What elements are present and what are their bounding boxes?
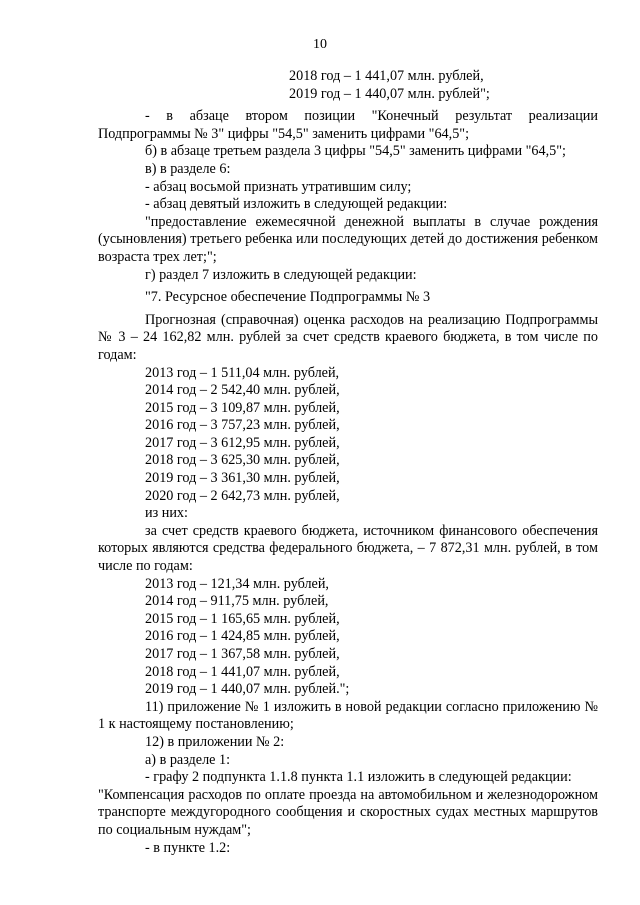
para-g: г) раздел 7 изложить в следующей редакции: [145, 266, 417, 283]
year-line: 2018 год – 1 441,07 млн. рублей, [145, 663, 340, 680]
section-heading: "7. Ресурсное обеспечение Подпрограммы № 3 [145, 289, 431, 306]
para-a: - в абзаце втором позиции "Конечный результат реализации Подпрограммы № 3" цифры "54,5" заменить цифрами "64,5"; [98, 108, 598, 142]
para-11: 11) приложение № 1 изложить в новой редакции согласно приложению № 1 к настоящему постановлению; [98, 698, 598, 733]
para-12a2: - в пункте 1.2: [145, 839, 231, 856]
years-federal-list [98, 576, 598, 699]
year-line: 2019 год – 1 440,07 млн. рублей."; [145, 681, 350, 698]
quote-2: "Компенсация расходов по оплате проезда на автомобильном и железнодорожном транспорте междугородного сообщения и скоростных судах местных маршрутов по социальным нуждам"; [98, 786, 598, 838]
top-line-2019: 2019 год – 1 440,07 млн. рублей"; [289, 85, 490, 102]
year-line: 2013 год – 1 511,04 млн. рублей, [145, 364, 340, 381]
quote-1: "предоставление ежемесячной денежной выплаты в случае рождения (усыновления) третьего ребенка или последующих детей до достижения ребенком возраста трех лет;"; [98, 213, 598, 265]
forecast-paragraph: Прогнозная (справочная) оценка расходов на реализацию Подпрограммы № 3 – 24 162,82 млн. рублей за счет средств краевого бюджета, в том числе по годам: [98, 311, 598, 363]
para-12a1: - графу 2 подпункта 1.1.8 пункта 1.1 изложить в следующей редакции: [145, 769, 572, 786]
top-year-lines [98, 68, 598, 103]
year-line: 2014 год – 2 542,40 млн. рублей, [145, 382, 340, 399]
para-12: 12) в приложении № 2: [145, 733, 285, 750]
year-line: 2015 год – 1 165,65 млн. рублей, [145, 610, 340, 627]
of-them-line: из них: [145, 505, 188, 522]
year-line: 2018 год – 3 625,30 млн. рублей, [145, 452, 340, 469]
document-body [98, 68, 598, 857]
year-line: 2016 год – 1 424,85 млн. рублей, [145, 628, 340, 645]
year-line: 2015 год – 3 109,87 млн. рублей, [145, 399, 340, 416]
year-line: 2013 год – 121,34 млн. рублей, [145, 575, 329, 592]
year-line: 2014 год – 911,75 млн. рублей, [145, 593, 329, 610]
para-v: в) в разделе 6: [145, 160, 231, 177]
year-line: 2016 год – 3 757,23 млн. рублей, [145, 417, 340, 434]
para-b: б) в абзаце третьем раздела 3 цифры "54,5" заменить цифрами "64,5"; [145, 143, 566, 160]
federal-paragraph: за счет средств краевого бюджета, источником финансового обеспечения которых являются средства федерального бюджета, – 7 872,31 млн. рублей, в том числе по годам: [98, 522, 598, 575]
year-line: 2017 год – 3 612,95 млн. рублей, [145, 434, 340, 451]
para-12a: а) в разделе 1: [145, 751, 231, 768]
year-line: 2020 год – 2 642,73 млн. рублей, [145, 487, 340, 504]
year-line: 2017 год – 1 367,58 млн. рублей, [145, 646, 340, 662]
years-total-list [98, 365, 598, 523]
page-number: 10 [313, 37, 327, 52]
top-line-2018: 2018 год – 1 441,07 млн. рублей, [289, 68, 484, 84]
para-v1: - абзац восьмой признать утратившим силу; [145, 178, 412, 195]
para-v2: - абзац девятый изложить в следующей редакции: [145, 196, 448, 213]
year-line: 2019 год – 3 361,30 млн. рублей, [145, 470, 340, 487]
